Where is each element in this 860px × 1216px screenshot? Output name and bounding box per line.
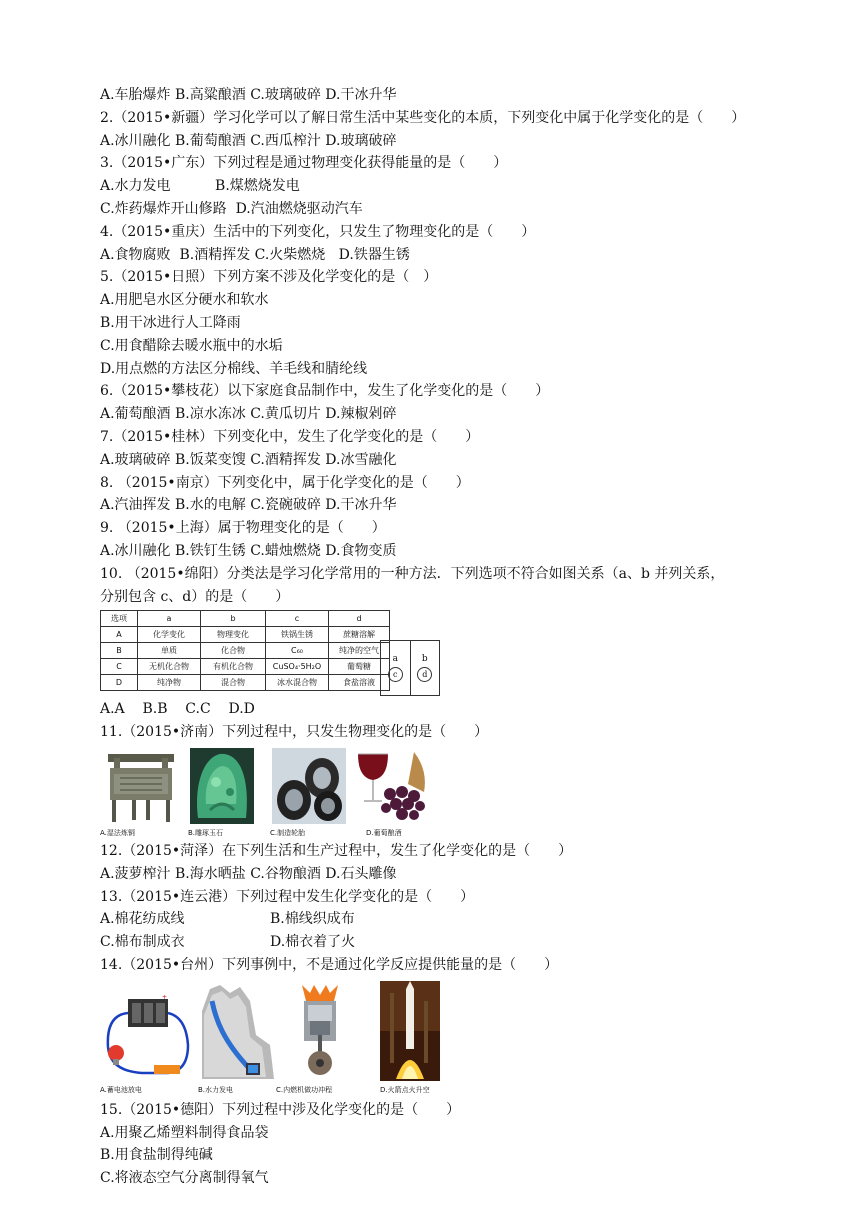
image-caption-b: B.水力发电: [198, 1085, 234, 1094]
option-d: D.棉衣着了火: [270, 934, 356, 951]
text-line: A.用肥皂水区分硬水和软水: [100, 292, 269, 309]
question-3-stem: 3.（2015•广东）下列过程是通过物理变化获得能量的是（ ）: [100, 155, 508, 172]
table-cell: 纯净的空气: [329, 643, 390, 659]
text-line: C.炸药爆炸开山修路 D.汽油燃烧驱动汽车: [100, 200, 363, 217]
table-cell: 化合物: [201, 643, 266, 659]
image-caption-c: C.内燃机做功冲程: [276, 1085, 333, 1094]
question-13-stem: 13.（2015•连云港）下列过程中发生化学变化的是（ ）: [100, 888, 475, 905]
table-cell: 冰水混合物: [266, 675, 329, 691]
image-caption-a: A.蓄电池放电: [100, 1085, 142, 1094]
battery-circuit-image: [102, 995, 194, 1081]
worksheet-page: [100, 84, 780, 1190]
text-line: A.水力发电 B.煤燃烧发电: [100, 178, 300, 195]
option-a: A.棉花纺成线: [100, 911, 185, 928]
image-caption-d: D.火箭点火升空: [380, 1085, 430, 1094]
table-cell: 铁锅生锈: [266, 627, 329, 643]
table-header-row: [101, 611, 390, 627]
table-cell: B: [101, 643, 138, 659]
table-header-cell: b: [201, 611, 266, 627]
relation-circle-d: d: [417, 667, 432, 682]
table-cell: C₆₀: [266, 643, 329, 659]
classification-figure: [100, 610, 780, 698]
text-line: A.冰川融化 B.葡萄酿酒 C.西瓜榨汁 D.玻璃破碎: [100, 132, 397, 149]
question-11-images: [100, 748, 780, 840]
relation-label-a: a: [392, 654, 398, 665]
table-cell: C: [101, 659, 138, 675]
table-cell: 化学变化: [138, 627, 201, 643]
text-line: B.用食盐制得纯碱: [100, 1147, 213, 1164]
option-c: C.棉布制成衣: [100, 934, 185, 951]
table-cell: D: [101, 675, 138, 691]
table-header-cell: d: [329, 611, 390, 627]
tires-image: [272, 748, 346, 824]
table-row: [101, 659, 390, 675]
jade-carving-image: [190, 748, 254, 824]
svg-text:+: +: [162, 994, 168, 1001]
text-line: A.车胎爆炸 B.高粱酿酒 C.玻璃破碎 D.干冰升华: [100, 87, 397, 103]
question-10-stem: 10. （2015•绵阳）分类法是学习化学常用的一种方法．下列选项不符合如图关系（a、b 并列关系，: [100, 565, 725, 582]
question-14-images: [100, 981, 780, 1099]
question-8-stem: 8. （2015•南京）下列变化中，属于化学变化的是（ ）: [100, 474, 470, 491]
table-cell: 纯净物: [138, 675, 201, 691]
relation-diagram: [380, 640, 440, 696]
text-line: 分别包含 c、d）的是（ ）: [100, 588, 290, 605]
image-caption-b: B.雕琢玉石: [188, 828, 224, 837]
question-4-stem: 4.（2015•重庆）生活中的下列变化，只发生了物理变化的是（ ）: [100, 223, 536, 240]
text-line: A.葡萄酿酒 B.凉水冻冰 C.黄瓜切片 D.辣椒剁碎: [100, 406, 397, 423]
table-cell: 单质: [138, 643, 201, 659]
text-line: A.用聚乙烯塑料制得食品袋: [100, 1124, 269, 1141]
text-line: C.将液态空气分离制得氧气: [100, 1170, 269, 1187]
question-13-options-row: [100, 908, 780, 931]
question-2-stem: 2.（2015•新疆）学习化学可以了解日常生活中某些变化的本质，下列变化中属于化学变化的是（ ）: [100, 109, 746, 126]
relation-circle-c: c: [388, 667, 403, 682]
hydropower-dam-image: [200, 981, 276, 1081]
table-header-cell: c: [266, 611, 329, 627]
text-line: A.冰川融化 B.铁钉生锈 C.蜡烛燃烧 D.食物变质: [100, 542, 397, 559]
question-15-stem: 15.（2015•德阳）下列过程中涉及化学变化的是（ ）: [100, 1101, 461, 1118]
table-row: [101, 675, 390, 691]
image-caption-d: D.葡萄酿酒: [366, 828, 402, 837]
question-14-stem: 14.（2015•台州）下列事例中，不是通过化学反应提供能量的是（ ）: [100, 956, 559, 973]
table-cell: 蔗糖溶解: [329, 627, 390, 643]
table-cell: A: [101, 627, 138, 643]
text-line: A.玻璃破碎 B.饭菜变馊 C.酒精挥发 D.冰雪融化: [100, 451, 397, 468]
table-row: [101, 643, 390, 659]
table-cell: 无机化合物: [138, 659, 201, 675]
table-header-cell: 选项: [101, 611, 138, 627]
classification-table: [100, 610, 390, 691]
text-line: C.用食醋除去暖水瓶中的水垢: [100, 337, 283, 354]
question-10-options: A.A B.B C.C D.D: [100, 701, 255, 718]
question-12-stem: 12.（2015•菏泽）在下列生活和生产过程中，发生了化学变化的是（ ）: [100, 842, 573, 859]
image-caption-a: A.湿法炼铜: [100, 828, 135, 837]
table-cell: CuSO₄·5H₂O: [266, 659, 329, 675]
question-6-stem: 6.（2015•攀枝花）以下家庭食品制作中，发生了化学变化的是（ ）: [100, 383, 550, 400]
question-5-stem: 5.（2015•日照）下列方案不涉及化学变化的是（ ）: [100, 269, 438, 286]
table-cell: 食盐溶液: [329, 675, 390, 691]
rocket-launch-image: [380, 981, 440, 1081]
image-caption-c: C.制造轮胎: [270, 828, 306, 837]
text-line: A.汽油挥发 B.水的电解 C.瓷碗破碎 D.干冰升华: [100, 497, 397, 514]
option-b: B.棉线织成布: [270, 911, 355, 928]
question-11-stem: 11.（2015•济南）下列过程中，只发生物理变化的是（ ）: [100, 724, 489, 741]
text-line: B.用干冰进行人工降雨: [100, 314, 241, 331]
question-7-stem: 7.（2015•桂林）下列变化中，发生了化学变化的是（ ）: [100, 428, 480, 445]
wine-grapes-image: [350, 748, 430, 824]
question-13-options-row: [100, 931, 780, 954]
text-line: A.菠萝榨汁 B.海水晒盐 C.谷物酿酒 D.石头雕像: [100, 865, 397, 882]
question-9-stem: 9. （2015•上海）属于物理变化的是（ ）: [100, 520, 386, 537]
table-cell: 有机化合物: [201, 659, 266, 675]
table-cell: 葡萄糖: [329, 659, 390, 675]
text-line: D.用点燃的方法区分棉线、羊毛线和腈纶线: [100, 360, 368, 377]
relation-column-b: [410, 641, 440, 695]
table-header-cell: a: [138, 611, 201, 627]
relation-column-a: [381, 641, 410, 695]
engine-piston-image: [296, 983, 344, 1079]
table-row: [101, 627, 390, 643]
table-cell: 混合物: [201, 675, 266, 691]
bronze-vessel-image: [102, 748, 180, 824]
relation-label-b: b: [421, 654, 428, 665]
table-cell: 物理变化: [201, 627, 266, 643]
text-line: A.食物腐败 B.酒精挥发 C.火柴燃烧 D.铁器生锈: [100, 246, 410, 263]
questions-1-to-10: [100, 84, 780, 608]
